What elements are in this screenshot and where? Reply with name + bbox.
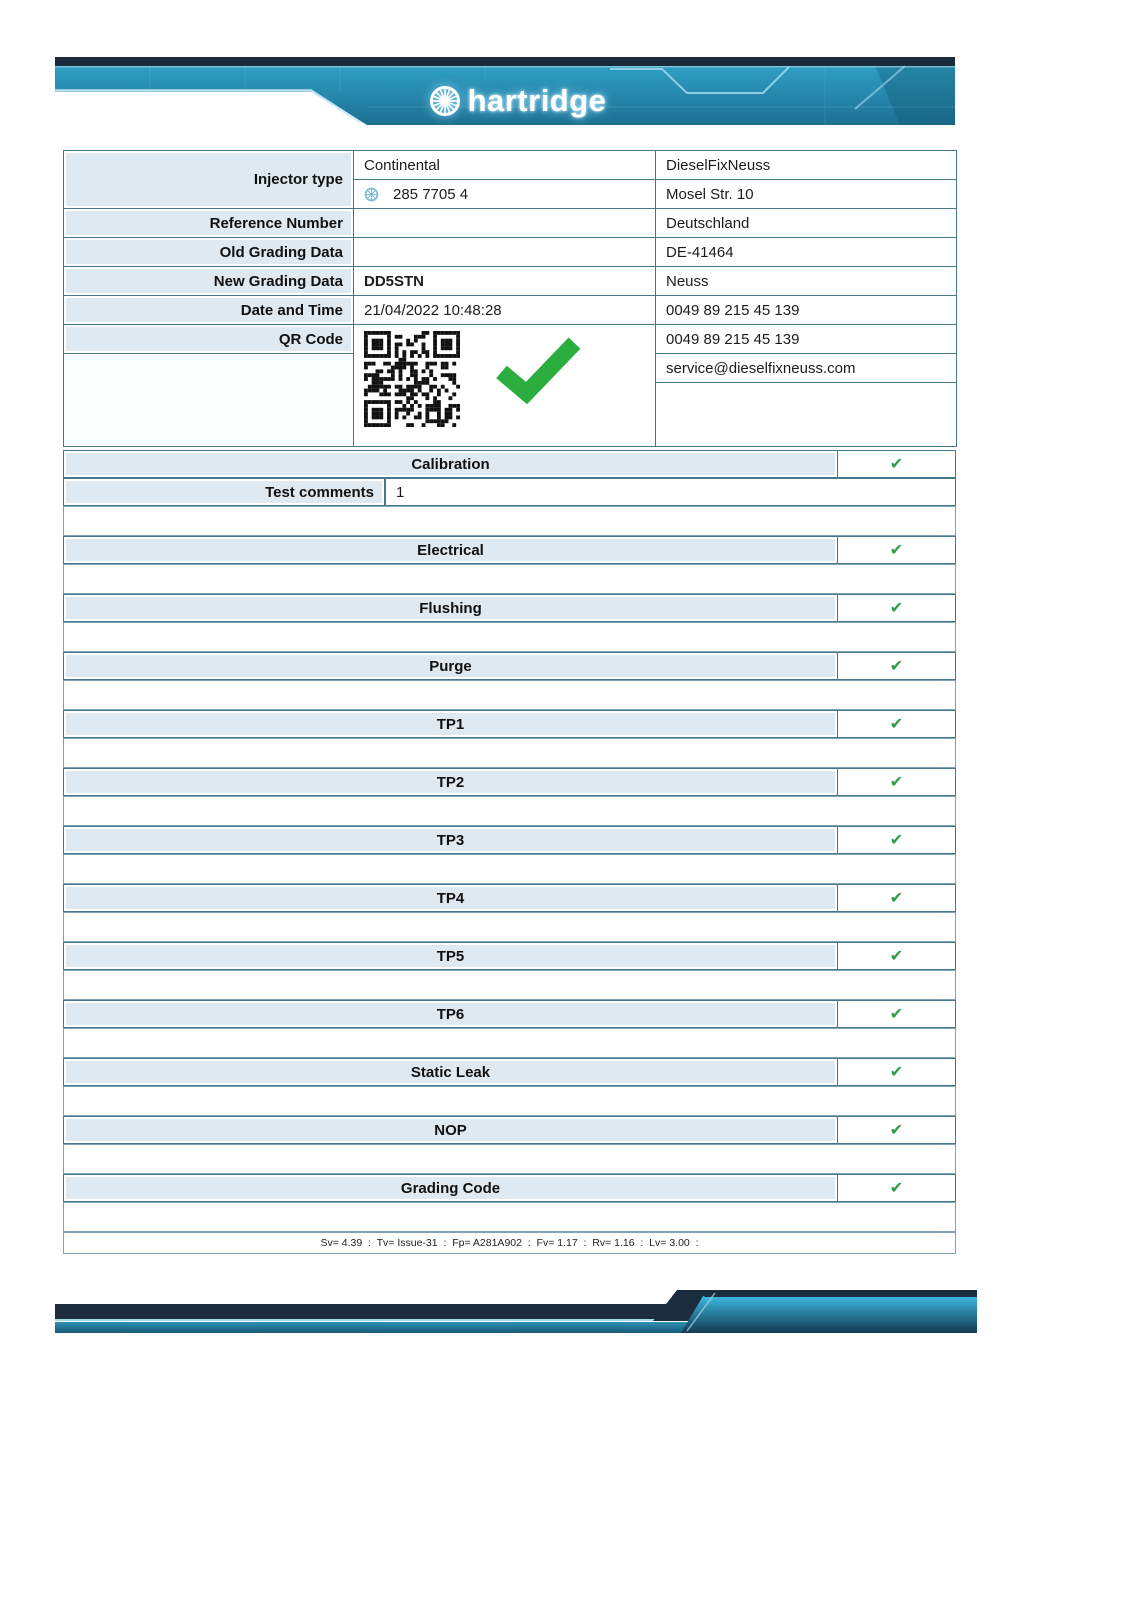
qr-code-label: QR Code [64, 325, 354, 354]
test-comments-label: Test comments [63, 478, 385, 506]
test-section-label: NOP [63, 1116, 838, 1144]
spacer-row [63, 622, 956, 652]
spacer-row [63, 738, 956, 768]
address-line: service@dieselfixneuss.com [656, 354, 957, 383]
test-section-row [63, 1000, 956, 1028]
test-section-label: Grading Code [63, 1174, 838, 1202]
test-section-row [63, 594, 956, 622]
check-icon: ✔ [838, 594, 956, 622]
old-grading-label: Old Grading Data [64, 238, 354, 267]
test-section-row [63, 450, 956, 478]
injector-brand-icon [364, 187, 379, 202]
address-line: Neuss [656, 267, 957, 296]
address-line: Mosel Str. 10 [656, 180, 957, 209]
test-section-row [63, 884, 956, 912]
test-section-row [63, 1174, 956, 1202]
test-section-label: TP5 [63, 942, 838, 970]
qr-code-cell [354, 325, 656, 447]
spacer-row [63, 564, 956, 594]
spacer-row [63, 854, 956, 884]
test-section-label: Static Leak [63, 1058, 838, 1086]
qr-code-image [364, 331, 460, 427]
address-line: 0049 89 215 45 139 [656, 296, 957, 325]
test-section-label: TP4 [63, 884, 838, 912]
test-section-label: Calibration [63, 450, 838, 478]
address-line: DE-41464 [656, 238, 957, 267]
test-section-label: TP3 [63, 826, 838, 854]
test-section-row [63, 1058, 956, 1086]
header-banner-graphic [55, 57, 955, 125]
spacer-row [63, 970, 956, 1000]
logo-text: hartridge [467, 83, 607, 118]
test-section-label: Purge [63, 652, 838, 680]
spacer-row [63, 796, 956, 826]
injector-info-table [63, 150, 957, 447]
test-section-label: TP2 [63, 768, 838, 796]
date-time-value: 21/04/2022 10:48:28 [354, 296, 656, 325]
injector-number-cell [354, 180, 656, 209]
test-section-row [63, 536, 956, 564]
header-banner [55, 57, 955, 125]
check-icon: ✔ [838, 536, 956, 564]
test-comments-row [63, 478, 956, 506]
test-section-row [63, 942, 956, 970]
reference-number-value [354, 209, 656, 238]
reference-number-label: Reference Number [64, 209, 354, 238]
old-grading-value [354, 238, 656, 267]
check-icon: ✔ [838, 1174, 956, 1202]
test-section-row [63, 1116, 956, 1144]
spacer-row [63, 912, 956, 942]
check-icon: ✔ [838, 1000, 956, 1028]
test-results-table [63, 450, 956, 1254]
test-section-row [63, 710, 956, 738]
spacer-row [63, 506, 956, 536]
check-icon: ✔ [838, 710, 956, 738]
test-section-label: Flushing [63, 594, 838, 622]
check-icon: ✔ [838, 826, 956, 854]
check-icon: ✔ [838, 942, 956, 970]
empty-cell [64, 354, 354, 447]
new-grading-label: New Grading Data [64, 267, 354, 296]
check-icon: ✔ [838, 768, 956, 796]
spacer-row [63, 1202, 956, 1232]
check-icon: ✔ [838, 884, 956, 912]
address-line: Deutschland [656, 209, 957, 238]
spacer-row [63, 1144, 956, 1174]
footer-banner-graphic [55, 1288, 977, 1336]
footer-banner [55, 1288, 977, 1336]
success-checkmark-icon [490, 331, 586, 409]
empty-cell [656, 383, 957, 447]
injector-make-value: Continental [354, 151, 656, 180]
check-icon: ✔ [838, 1058, 956, 1086]
spacer-row [63, 680, 956, 710]
new-grading-value: DD5STN [354, 267, 656, 296]
address-line: 0049 89 215 45 139 [656, 325, 957, 354]
date-time-label: Date and Time [64, 296, 354, 325]
injector-type-label: Injector type [64, 151, 354, 209]
check-icon: ✔ [838, 652, 956, 680]
test-comments-value: 1 [385, 478, 956, 506]
injector-number-value: 285 7705 4 [393, 185, 469, 203]
test-section-row [63, 652, 956, 680]
version-line: Sv= 4.39 : Tv= Issue-31 : Fp= A281A902 : Fv= 1.17 : Rv= 1.16 : Lv= 3.00 : [63, 1232, 956, 1254]
check-icon: ✔ [838, 1116, 956, 1144]
test-section-row [63, 768, 956, 796]
test-section-label: TP6 [63, 1000, 838, 1028]
test-section-label: Electrical [63, 536, 838, 564]
test-section-row [63, 826, 956, 854]
test-section-label: TP1 [63, 710, 838, 738]
address-line: DieselFixNeuss [656, 151, 957, 180]
spacer-row [63, 1028, 956, 1058]
check-icon: ✔ [838, 450, 956, 478]
sections-container [63, 536, 956, 1232]
spacer-row [63, 1086, 956, 1116]
